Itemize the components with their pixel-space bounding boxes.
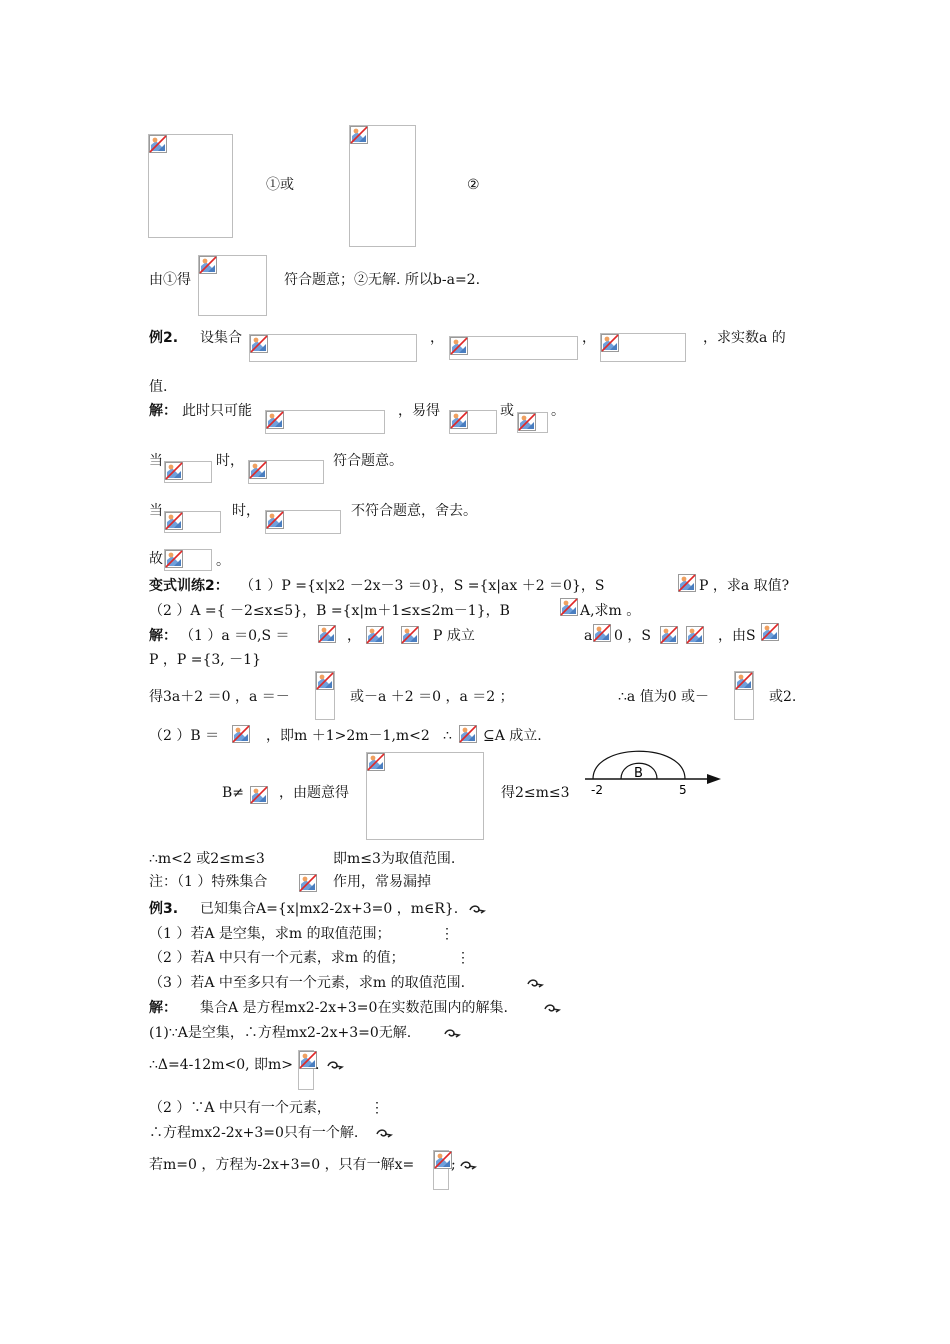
tick-label-neg2: -2	[591, 783, 603, 797]
hence-text: 故	[149, 551, 163, 567]
broken-image-icon	[250, 786, 268, 804]
period: .	[315, 1057, 320, 1073]
formula-image-4	[265, 410, 385, 434]
solution-text: B≠	[222, 785, 245, 801]
solution-text: P 成立	[433, 628, 475, 644]
broken-image-icon	[199, 256, 217, 274]
return-arrow-icon	[326, 1058, 344, 1076]
therefore-symbol: ∴	[443, 728, 452, 744]
broken-image-icon	[601, 334, 619, 352]
formula-image-11	[164, 549, 212, 571]
solution-text: 即m≤3为取值范围.	[333, 851, 456, 867]
number-line-diagram	[585, 746, 725, 800]
solution-text: ∴a 值为0 或－	[618, 689, 710, 705]
tick-label-5: 5	[679, 783, 687, 797]
invalid-text: 不符合题意，舍去。	[351, 503, 477, 519]
example-2-label: 例2.	[149, 330, 179, 346]
variant-2-part1: （1 ）P ={x|x2 －2x－3 ＝0}，S ={x|ax ＋2 ＝0}，S	[240, 578, 605, 594]
formula-image-1	[148, 134, 233, 238]
example-2-question: ，求实数a 的	[703, 330, 786, 346]
broken-image-icon	[686, 626, 704, 644]
broken-image-icon	[165, 512, 183, 530]
broken-image-icon	[165, 550, 183, 568]
variant-2-part1-end: P ，求a 取值?	[699, 578, 790, 594]
solution-text: ，	[347, 628, 361, 644]
broken-image-icon	[761, 623, 779, 641]
or-label: ①或	[266, 177, 294, 193]
broken-image-icon	[459, 725, 477, 743]
broken-image-icon	[518, 413, 536, 431]
answer-1: (1)∵A是空集，∴方程mx2-2x+3=0无解.	[149, 1025, 412, 1041]
dots-mark: ⋮	[456, 950, 470, 966]
return-arrow-icon	[375, 1126, 393, 1144]
set-formula-c	[600, 333, 686, 362]
solution-text: ，由S	[718, 628, 756, 644]
comma: ，	[430, 330, 444, 346]
broken-image-icon	[735, 672, 753, 690]
example-3-text: 已知集合A={x|mx2-2x+3=0 ，m∈R}.	[200, 901, 459, 917]
return-arrow-icon	[459, 1158, 477, 1176]
solution-text: P ，P ={3, －1}	[149, 652, 261, 668]
solution-text: 集合A 是方程mx2-2x+3=0在实数范围内的解集.	[200, 1000, 508, 1016]
broken-image-icon	[560, 598, 578, 616]
solution-text: ，易得	[398, 403, 440, 419]
broken-image-icon	[367, 753, 385, 771]
example-2-text: 设集合	[200, 330, 242, 346]
solution-label: 解：	[149, 628, 177, 644]
answer-2: （2 ）∵A 中只有一个元素，	[149, 1100, 331, 1116]
broken-image-icon	[165, 462, 183, 480]
question-3: （3 ）若A 中至多只有一个元素，求m 的取值范围.	[149, 975, 466, 991]
broken-image-icon	[299, 874, 317, 892]
or-text: 或	[500, 403, 514, 419]
when-text: 时，	[232, 503, 260, 519]
solution-label: 解：	[149, 403, 177, 419]
broken-image-icon	[660, 626, 678, 644]
solution-text: 此时只可能	[182, 403, 252, 419]
formula-image-3	[198, 255, 267, 316]
dots-mark: ⋮	[440, 926, 454, 942]
variant-2-label: 变式训练2：	[149, 578, 229, 594]
fraction-image	[734, 671, 754, 720]
formula-image-12	[366, 752, 484, 840]
from-one-text: 由①得	[149, 272, 191, 288]
example-3-label: 例3.	[149, 901, 179, 917]
variant-2-part2: （2 ）A ={ －2≤x≤5}，B ={x|m＋1≤x≤2m－1}，B	[149, 603, 510, 619]
broken-image-icon	[316, 672, 334, 690]
solution-text: （1 ）a ＝0,S ＝	[180, 628, 290, 644]
broken-image-icon	[318, 625, 336, 643]
broken-image-icon	[149, 135, 167, 153]
dots-mark: ⋮	[370, 1100, 384, 1116]
solution-text: 或－a ＋2 ＝0 ，a ＝2 ；	[350, 689, 514, 705]
return-arrow-icon	[543, 1001, 561, 1019]
when-text: 当	[149, 503, 163, 519]
axis-arrow	[707, 774, 721, 784]
solution-text: ，由题意得	[279, 785, 349, 801]
answer-2c: 若m=0 ，方程为-2x+3=0 ，只有一解x=	[149, 1157, 415, 1173]
formula-image-7	[164, 461, 212, 483]
when-text: 时，	[216, 453, 244, 469]
broken-image-icon	[678, 574, 696, 592]
solution-text: 或2.	[769, 689, 797, 705]
conclusion-text: 符合题意；②无解. 所以b-a=2.	[284, 272, 481, 288]
formula-image-5	[449, 410, 497, 434]
set-b-label: B	[634, 766, 643, 781]
note-text: 作用，常易漏掉	[333, 874, 431, 890]
solution-text: a	[584, 628, 593, 644]
answer-1b: ∴Δ=4-12m<0, 即m>	[149, 1057, 294, 1073]
broken-image-icon	[450, 337, 468, 355]
set-formula-a	[249, 334, 417, 362]
set-formula-b	[449, 336, 578, 360]
formula-image-8	[248, 460, 324, 484]
period: 。	[216, 553, 230, 569]
solution-text: （2 ）B ＝	[149, 728, 220, 744]
formula-image-6	[517, 412, 548, 433]
solution-text: 得3a＋2 ＝0 ，a ＝－	[149, 689, 290, 705]
broken-image-icon	[266, 411, 284, 429]
formula-image-9	[164, 511, 221, 533]
broken-image-icon	[434, 1151, 452, 1169]
example-2-question-end: 值.	[149, 379, 168, 395]
valid-text: 符合题意。	[333, 453, 403, 469]
answer-2b: ∴方程mx2-2x+3=0只有一个解.	[149, 1125, 359, 1141]
solution-text: ⊆A 成立.	[483, 728, 542, 744]
fraction-image	[433, 1150, 449, 1190]
broken-image-icon	[366, 626, 384, 644]
comma: ，	[582, 330, 596, 346]
broken-image-icon	[266, 511, 284, 529]
solution-text: ∴m<2 或2≤m≤3	[149, 851, 265, 867]
period: 。	[551, 403, 565, 419]
circle-two: ②	[467, 177, 480, 193]
solution-label: 解：	[149, 1000, 177, 1016]
broken-image-icon	[250, 335, 268, 353]
when-text: 当	[149, 453, 163, 469]
return-arrow-icon	[443, 1026, 461, 1044]
return-arrow-icon	[468, 902, 486, 920]
formula-image-2	[349, 125, 416, 247]
formula-image-10	[265, 510, 341, 534]
broken-image-icon	[593, 624, 611, 642]
variant-2-part2-end: A,求m 。	[580, 603, 641, 619]
question-1: （1 ）若A 是空集，求m 的取值范围；	[149, 926, 391, 942]
broken-image-icon	[401, 626, 419, 644]
fraction-image	[298, 1050, 314, 1090]
semicolon: ;	[451, 1157, 456, 1173]
broken-image-icon	[350, 126, 368, 144]
question-2: （2 ）若A 中只有一个元素，求m 的值；	[149, 950, 405, 966]
broken-image-icon	[450, 411, 468, 429]
solution-text: 得2≤m≤3	[501, 785, 570, 801]
return-arrow-icon	[526, 976, 544, 994]
note-text: 注：（1 ）特殊集合	[149, 874, 268, 890]
fraction-image	[315, 671, 335, 720]
broken-image-icon	[249, 461, 267, 479]
broken-image-icon	[232, 725, 250, 743]
solution-text: ，即m ＋1>2m－1,m<2	[266, 728, 430, 744]
solution-text: 0 ，S	[614, 628, 651, 644]
